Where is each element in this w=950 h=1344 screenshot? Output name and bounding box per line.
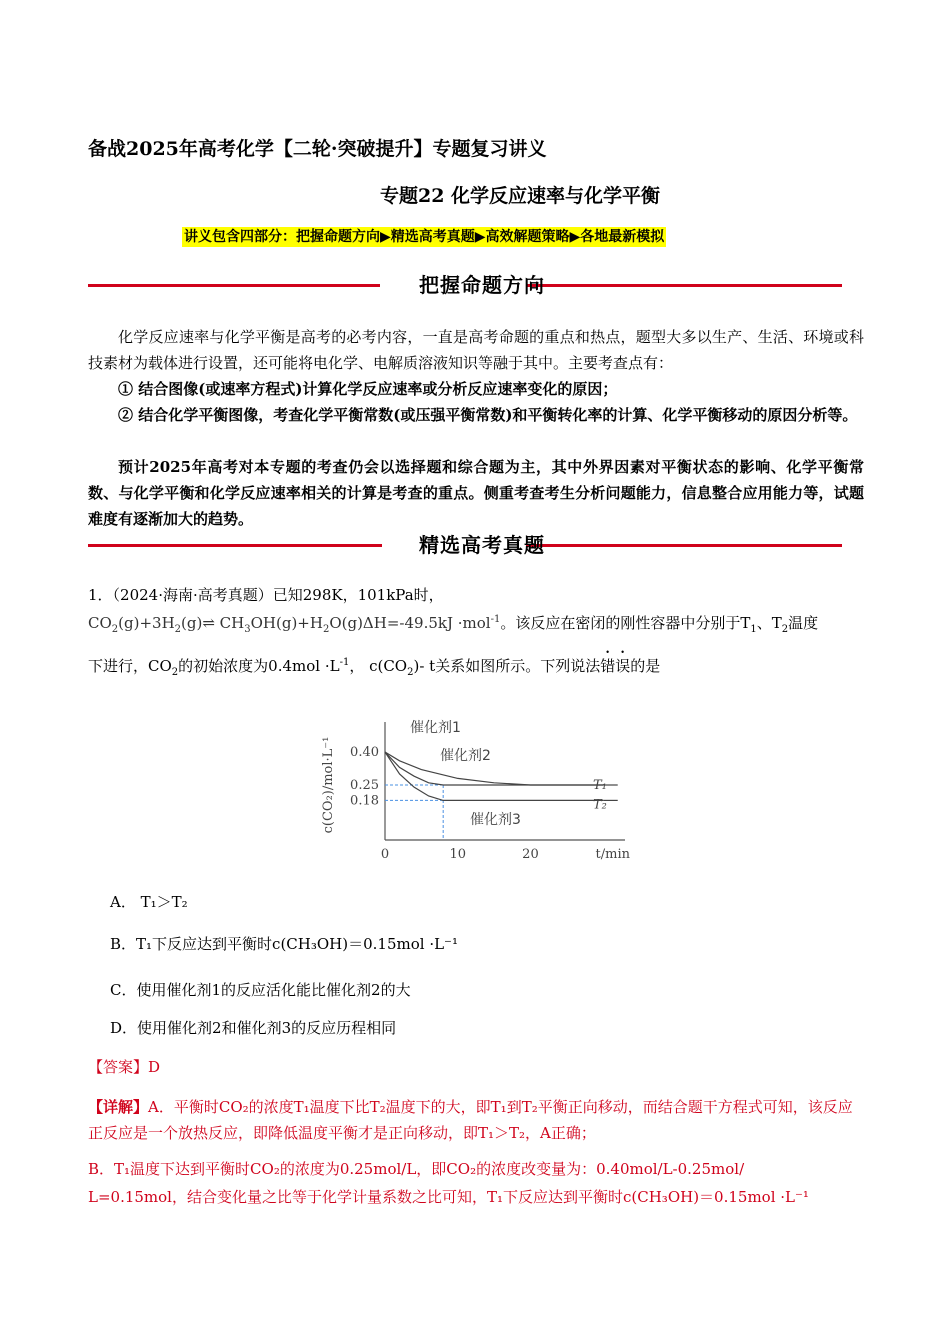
option-d: D．使用催化剂2和催化剂3的反应历程相同 [110,1019,397,1037]
section-header-1 [88,270,842,300]
outline-banner: 讲义包含四部分：把握命题方向▶精选高考真题▶高效解题策略▶各地最新模拟 [184,229,665,245]
end-label: T₁ [593,778,607,793]
x-tick-label: 20 [522,847,539,862]
question-stem-line2: $CO_2(g)+3H_2(g)\rightleftharpoons$ $CH_3OH(g)+H_2O(g)\Delta H=-49.5kJ \cdot mol^{-1}$。该反应在密闭的刚性容器中分别于$T_1$、$T_2$温度 [88,614,819,635]
x-tick-label: 10 [449,847,467,862]
option-c: C．使用催化剂1的反应活化能比催化剂2的大 [110,981,411,999]
x-axis-label: t/min [595,847,630,862]
series-line [385,752,603,785]
topic-title: 专题22 化学反应速率与化学平衡 [379,185,661,207]
document-title: 备战2025年高考化学【二轮·突破提升】专题复习讲义 [88,138,547,160]
option-b: B．T₁下反应达到平衡时c(CH₃OH)＝0.15mol ·L⁻¹ [110,935,458,953]
point-2: ② 结合化学平衡图像，考查化学平衡常数(或压强平衡常数)和平衡转化率的计算、化学平衡移动的原因分析等。 [118,406,858,424]
question-stem-line1: 1．（2024·海南·高考真题）已知298K，101kPa时， [88,586,444,604]
section-title: 精选高考真题 [419,533,545,557]
answer-detail-b1: B．T₁温度下达到平衡时CO₂的浓度为0.25mol/L，即CO₂的浓度改变量为：0.40mol/L-0.25mol/ [88,1160,745,1178]
forecast-paragraph: 预计2025年高考对本专题的考查仍会以选择题和综合题为主，其中外界因素对平衡状态的影响、化学平衡常数、与化学平衡和化学反应速率相关的计算是考查的重点。侧重考查考生分析问题能力，信息整合应用能力等，试题难度有逐渐加大的趋势。 [88,458,864,528]
answer-label: 【答案】D [88,1058,161,1076]
section-title: 把握命题方向 [419,273,545,297]
answer-detail-a: 【详解】A．平衡时CO₂的浓度T₁温度下比T₂温度下的大，即T₁到T₂平衡正向移动，而结合题干方程式可知，该反应正反应是一个放热反应，即降低温度平衡才是正向移动，即T₁＞T₂，A正确； [88,1098,853,1142]
series-label: 催化剂1 [410,720,461,736]
series-line [385,752,603,800]
option-a: A． T₁＞T₂ [110,893,188,911]
intro-paragraph: 化学反应速率与化学平衡是高考的必考内容，一直是高考命题的重点和热点，题型大多以生产、生活、环境或科技素材为载体进行设置，还可能将电化学、电解质溶液知识等融于其中。主要考查点有： [88,328,864,372]
y-tick-label: 0.40 [350,745,379,760]
answer-detail-b2: L=0.15mol，结合变化量之比等于化学计量系数之比可知，T₁下反应达到平衡时c(CH₃OH)＝0.15mol ·L⁻¹ [88,1188,809,1206]
series-label: 催化剂2 [440,748,491,764]
point-1: ① 结合图像(或速率方程式)计算化学反应速率或分析反应速率变化的原因； [118,380,618,398]
x-tick-label: 0 [380,847,390,862]
y-tick-label: 0.18 [350,793,379,809]
chem-equation: $CO_2(g)+3H_2(g)\rightleftharpoons$ $CH_3OH(g)+H_2O(g)\Delta H=-49.5kJ \cdot mol^{-1}$ [88,614,501,635]
y-tick-label: 0.25 [350,778,379,793]
y-axis-label: c(CO₂)/mol·L⁻¹ [321,736,336,834]
end-label: T₂ [593,797,607,813]
section-header-2 [88,530,842,560]
concentration-time-chart [310,710,640,870]
series-label: 催化剂3 [470,812,521,828]
question-stem-line3: 下进行，$CO_2$的初始浓度为$0.4mol \cdot L^{-1}$， $c(CO_2)-$ t关系如图所示。下列说法错误的是 [88,657,661,678]
